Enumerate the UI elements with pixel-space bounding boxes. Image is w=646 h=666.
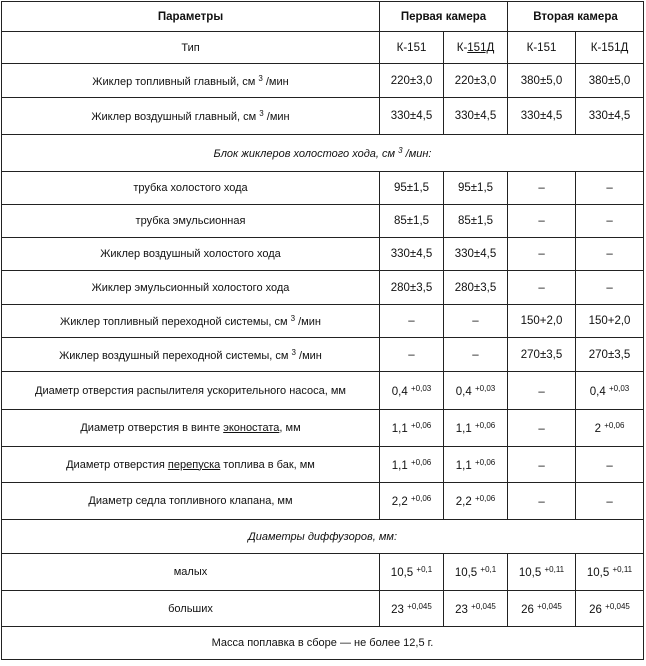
type-label: Тип bbox=[2, 32, 380, 64]
value-cell: 380±5,0 bbox=[508, 64, 576, 98]
value-cell bbox=[576, 447, 644, 483]
section-title bbox=[2, 135, 644, 172]
row-label bbox=[2, 447, 380, 483]
row-label bbox=[2, 338, 380, 372]
value-base: 10,5 bbox=[586, 567, 610, 579]
type-c2a: К-151 bbox=[508, 32, 576, 64]
value-tol: +0,11 bbox=[544, 565, 565, 574]
row-label-sup: 3 bbox=[291, 347, 296, 357]
value-cell: 330±4,5 bbox=[576, 98, 644, 135]
value-cell: 220±3,0 bbox=[444, 64, 508, 98]
row-label: трубка эмульсионная bbox=[2, 205, 380, 238]
value-base: – bbox=[538, 459, 545, 472]
row-label bbox=[2, 98, 380, 135]
value-cell: 330±4,5 bbox=[380, 238, 444, 271]
row-label bbox=[2, 410, 380, 447]
value-cell bbox=[444, 410, 508, 447]
value-cell: 330±4,5 bbox=[444, 98, 508, 135]
value-cell bbox=[380, 554, 444, 591]
table-row bbox=[2, 305, 644, 338]
row-label: Жиклер воздушный холостого хода bbox=[2, 238, 380, 271]
value-base: 2 bbox=[594, 423, 601, 435]
table-row bbox=[2, 271, 644, 305]
row-label-text: Жиклер воздушный переходной системы, см bbox=[59, 349, 289, 362]
row-label: больших bbox=[2, 591, 380, 627]
value-base: 26 bbox=[521, 603, 534, 616]
value-base: 23 bbox=[455, 603, 468, 616]
value-cell: – bbox=[508, 205, 576, 238]
row-label: трубка холостого хода bbox=[2, 172, 380, 205]
value-cell: 150+2,0 bbox=[576, 305, 644, 338]
value-cell: 280±3,5 bbox=[444, 271, 508, 305]
section-row bbox=[2, 135, 644, 172]
value-cell bbox=[508, 372, 576, 410]
value-cell: 220±3,0 bbox=[380, 64, 444, 98]
table-row bbox=[2, 338, 644, 372]
value-cell bbox=[508, 410, 576, 447]
row-label-post: , мм bbox=[279, 422, 301, 434]
value-cell bbox=[576, 591, 644, 627]
row-label-underlined: эконостата bbox=[223, 422, 280, 434]
type-c1b-underlined: 151Д bbox=[467, 41, 495, 54]
value-cell bbox=[576, 372, 644, 410]
value-base: 2,2 bbox=[455, 496, 472, 508]
value-cell: – bbox=[380, 338, 444, 372]
table-row bbox=[2, 447, 644, 483]
chamber2-header: Вторая камера bbox=[508, 2, 644, 32]
value-cell: – bbox=[508, 172, 576, 205]
value-cell: 330±4,5 bbox=[508, 98, 576, 135]
type-c2b: К-151Д bbox=[576, 32, 644, 64]
value-cell bbox=[380, 483, 444, 520]
value-base: – bbox=[538, 496, 545, 508]
table-row bbox=[2, 410, 644, 447]
value-cell: 380±5,0 bbox=[576, 64, 644, 98]
value-tol: +0,06 bbox=[474, 421, 496, 430]
value-base: 1,1 bbox=[391, 459, 408, 472]
value-tol: +0,11 bbox=[612, 565, 633, 574]
row-label-sup: 3 bbox=[290, 314, 296, 323]
value-cell: – bbox=[380, 305, 444, 338]
footer-row bbox=[2, 627, 644, 660]
value-tol: +0,045 bbox=[537, 601, 562, 611]
value-tol: +0,1 bbox=[480, 565, 497, 574]
row-label-pre: Диаметр отверстия в винте bbox=[80, 422, 224, 434]
table-row bbox=[2, 591, 644, 627]
value-cell bbox=[576, 554, 644, 591]
table-row bbox=[2, 172, 644, 205]
value-cell: – bbox=[576, 172, 644, 205]
value-base: – bbox=[606, 496, 613, 508]
type-row bbox=[2, 32, 644, 64]
row-label: Диаметр седла топливного клапана, мм bbox=[2, 483, 380, 520]
value-base: 10,5 bbox=[454, 567, 478, 579]
value-cell: 85±1,5 bbox=[380, 205, 444, 238]
table-row bbox=[2, 238, 644, 271]
value-cell bbox=[508, 483, 576, 520]
section-title-unit: /мин: bbox=[402, 148, 432, 160]
row-label: Диаметр отверстия распылителя ускорительного насоса, мм bbox=[2, 372, 380, 410]
value-cell bbox=[380, 410, 444, 447]
section-row bbox=[2, 520, 644, 554]
chamber1-header: Первая камера bbox=[380, 2, 508, 32]
section-title-text: Блок жиклеров холостого хода, см bbox=[213, 148, 396, 160]
table-row bbox=[2, 372, 644, 410]
row-label: малых bbox=[2, 554, 380, 591]
value-base: 1,1 bbox=[455, 459, 472, 472]
table-row bbox=[2, 554, 644, 591]
value-tol: +0,1 bbox=[416, 565, 433, 574]
value-tol: +0,03 bbox=[608, 383, 630, 393]
value-tol: +0,06 bbox=[410, 457, 432, 467]
value-base: 1,1 bbox=[391, 423, 408, 435]
row-label-unit: /мин bbox=[295, 316, 321, 328]
value-cell: 280±3,5 bbox=[380, 271, 444, 305]
value-base: – bbox=[538, 385, 545, 398]
value-cell: 270±3,5 bbox=[576, 338, 644, 372]
value-cell bbox=[444, 591, 508, 627]
type-c1b bbox=[444, 32, 508, 64]
row-label-text: Жиклер топливный главный, см bbox=[92, 75, 256, 88]
header-row bbox=[2, 2, 644, 32]
value-base: 0,4 bbox=[391, 385, 408, 398]
table-row bbox=[2, 483, 644, 520]
value-cell bbox=[380, 372, 444, 410]
value-cell: 330±4,5 bbox=[380, 98, 444, 135]
value-cell: – bbox=[508, 271, 576, 305]
value-cell bbox=[444, 372, 508, 410]
value-tol: +0,06 bbox=[410, 494, 432, 503]
value-base: 0,4 bbox=[455, 385, 472, 398]
value-cell bbox=[576, 410, 644, 447]
value-base: 2,2 bbox=[391, 496, 408, 508]
value-cell: – bbox=[576, 205, 644, 238]
value-tol: +0,03 bbox=[474, 383, 496, 393]
value-cell: – bbox=[576, 271, 644, 305]
carburetor-parameters-table bbox=[1, 1, 644, 660]
value-tol: +0,045 bbox=[471, 601, 496, 611]
value-cell: 85±1,5 bbox=[444, 205, 508, 238]
row-label-unit: /мин bbox=[263, 111, 290, 123]
float-mass-note: Масса поплавка в сборе — не более 12,5 г. bbox=[2, 627, 644, 660]
value-base: 10,5 bbox=[390, 567, 414, 579]
value-cell bbox=[508, 554, 576, 591]
value-cell: 150+2,0 bbox=[508, 305, 576, 338]
value-tol: +0,06 bbox=[604, 421, 625, 430]
value-tol: +0,03 bbox=[410, 383, 432, 393]
row-label-post: топлива в бак, мм bbox=[220, 458, 315, 471]
value-tol: +0,06 bbox=[474, 494, 496, 503]
value-cell: – bbox=[444, 338, 508, 372]
row-label-pre: Диаметр отверстия bbox=[66, 458, 168, 471]
value-cell bbox=[444, 554, 508, 591]
value-tol: +0,06 bbox=[474, 457, 496, 467]
value-tol: +0,045 bbox=[605, 601, 630, 611]
value-cell: – bbox=[508, 238, 576, 271]
value-tol: +0,045 bbox=[407, 601, 432, 611]
value-cell: – bbox=[576, 238, 644, 271]
value-cell: 270±3,5 bbox=[508, 338, 576, 372]
value-cell bbox=[508, 447, 576, 483]
value-base: 26 bbox=[589, 603, 602, 616]
type-c1a: К-151 bbox=[380, 32, 444, 64]
value-cell bbox=[576, 483, 644, 520]
value-base: 23 bbox=[391, 603, 404, 616]
value-base: 10,5 bbox=[518, 567, 542, 579]
value-base: – bbox=[606, 459, 613, 472]
row-label bbox=[2, 64, 380, 98]
type-c1b-prefix: К- bbox=[456, 41, 468, 54]
row-label-unit: /мин bbox=[262, 75, 289, 88]
row-label-text: Жиклер воздушный главный, см bbox=[91, 111, 257, 123]
value-cell bbox=[508, 591, 576, 627]
value-cell: – bbox=[444, 305, 508, 338]
value-cell bbox=[380, 591, 444, 627]
row-label-unit: /мин bbox=[295, 349, 322, 362]
section-title: Диаметры диффузоров, мм: bbox=[2, 520, 644, 554]
value-cell: 330±4,5 bbox=[444, 238, 508, 271]
table-row bbox=[2, 64, 644, 98]
value-base: 1,1 bbox=[455, 423, 472, 435]
value-base: 0,4 bbox=[589, 385, 606, 398]
row-label: Жиклер эмульсионный холостого хода bbox=[2, 271, 380, 305]
row-label-sup: 3 bbox=[259, 109, 264, 118]
table-row bbox=[2, 98, 644, 135]
row-label-underlined: перепуска bbox=[167, 458, 221, 471]
value-cell: 95±1,5 bbox=[444, 172, 508, 205]
value-cell bbox=[444, 447, 508, 483]
row-label-text: Жиклер топливный переходной системы, см bbox=[60, 316, 288, 328]
value-tol: +0,06 bbox=[410, 421, 432, 430]
value-cell bbox=[444, 483, 508, 520]
params-header: Параметры bbox=[2, 2, 380, 32]
value-base: – bbox=[538, 423, 545, 435]
table-row bbox=[2, 205, 644, 238]
section-title-sup: 3 bbox=[398, 146, 403, 155]
value-cell bbox=[380, 447, 444, 483]
row-label-sup: 3 bbox=[258, 73, 263, 83]
value-cell: 95±1,5 bbox=[380, 172, 444, 205]
row-label bbox=[2, 305, 380, 338]
